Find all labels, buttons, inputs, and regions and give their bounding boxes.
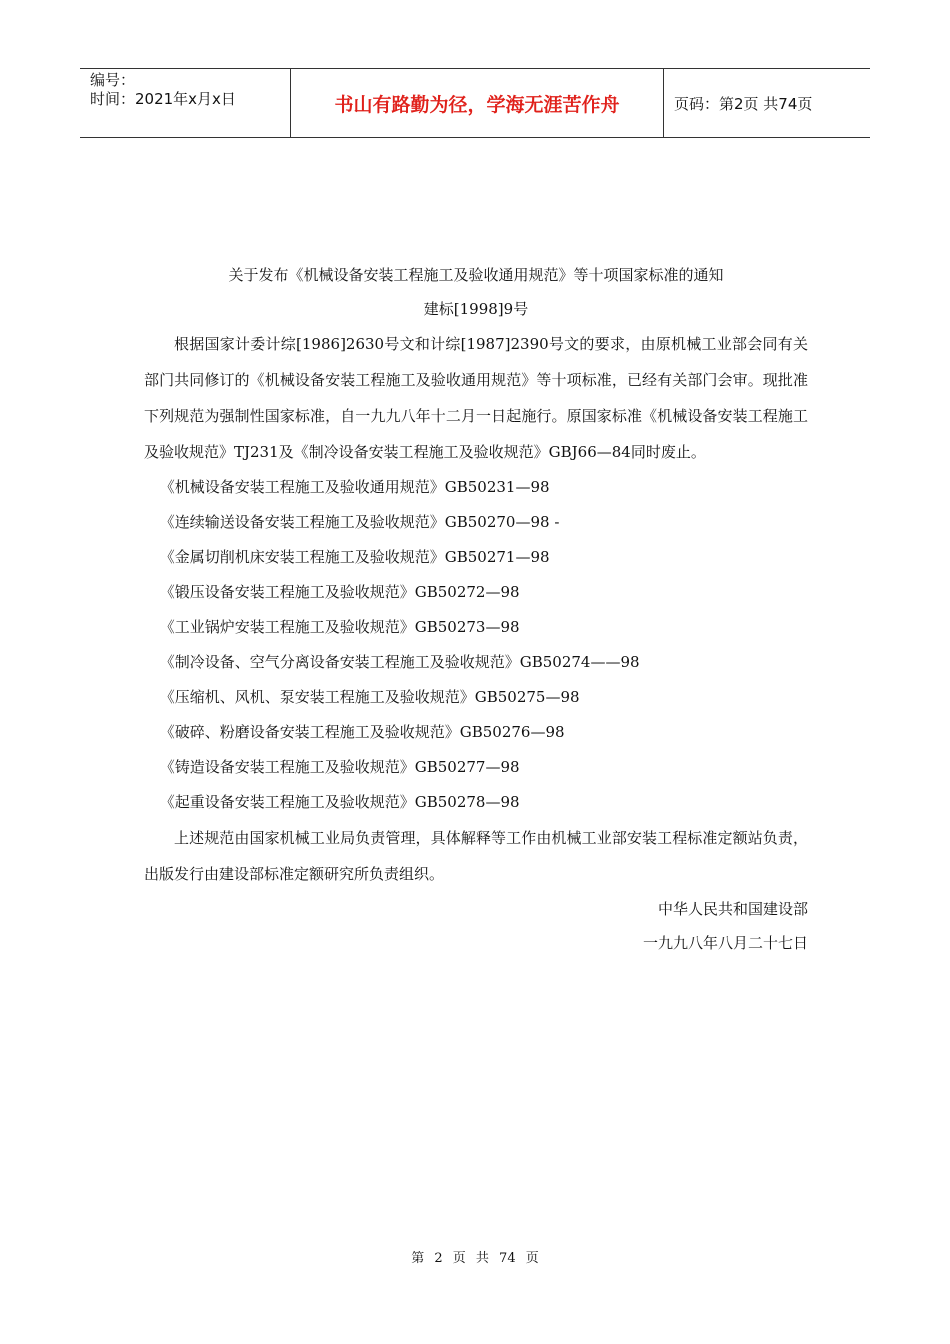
notice-body: [144, 258, 808, 960]
page-header: [80, 68, 870, 138]
list-item: 《连续输送设备安装工程施工及验收规范》GB50270—98 -: [159, 513, 560, 531]
list-item: 《起重设备安装工程施工及验收规范》GB50278—98: [159, 793, 520, 811]
list-item: 《锻压设备安装工程施工及验收规范》GB50272—98: [159, 583, 520, 601]
date-label: 时间：2021年x月x日: [90, 90, 236, 108]
page-footer: 第 2 页 共 74 页: [411, 1251, 539, 1266]
issuer: 中华人民共和国建设部: [657, 900, 808, 918]
list-item: 《铸造设备安装工程施工及验收规范》GB50277—98: [159, 758, 520, 776]
list-item: 《制冷设备、空气分离设备安装工程施工及验收规范》GB50274——98: [159, 653, 640, 671]
standards-list: [144, 470, 808, 820]
list-item: 《工业锅炉安装工程施工及验收规范》GB50273—98: [159, 618, 520, 636]
header-page-info: 页码：第2页 共74页: [674, 94, 813, 113]
issue-date: 一九九八年八月二十七日: [642, 934, 808, 952]
list-item: 《破碎、粉磨设备安装工程施工及验收规范》GB50276—98: [159, 723, 565, 741]
header-meta: [80, 69, 290, 137]
notice-paragraph-2: 上述规范由国家机械工业局负责管理，具体解释等工作由机械工业部安装工程标准定额站负责，出版发行由建设部标准定额研究所负责组织。: [144, 829, 808, 883]
list-item: 《机械设备安装工程施工及验收通用规范》GB50231—98: [159, 478, 550, 496]
list-item: 《金属切削机床安装工程施工及验收规范》GB50271—98: [159, 548, 550, 566]
notice-title: 关于发布《机械设备安装工程施工及验收通用规范》等十项国家标准的通知: [228, 266, 724, 284]
header-motto: 书山有路勤为径，学海无涯苦作舟: [290, 69, 664, 137]
list-item: 《压缩机、风机、泵安装工程施工及验收规范》GB50275—98: [159, 688, 580, 706]
number-label: 编号：: [90, 71, 136, 89]
notice-paragraph-1: 根据国家计委计综[1986]2630号文和计综[1987]2390号文的要求，由原机械工业部会同有关部门共同修订的《机械设备安装工程施工及验收通用规范》等十项标准，已经有关部门会审。现批准下列规范为强制性国家标准，自一九九八年十二月一日起施行。原国家标准《机械设备安装工程施工及验收规范》TJ231及《制冷设备安装工程施工及验收规范》GBJ66—84同时废止。: [144, 335, 808, 461]
notice-doc-number: 建标[1998]9号: [423, 300, 529, 318]
